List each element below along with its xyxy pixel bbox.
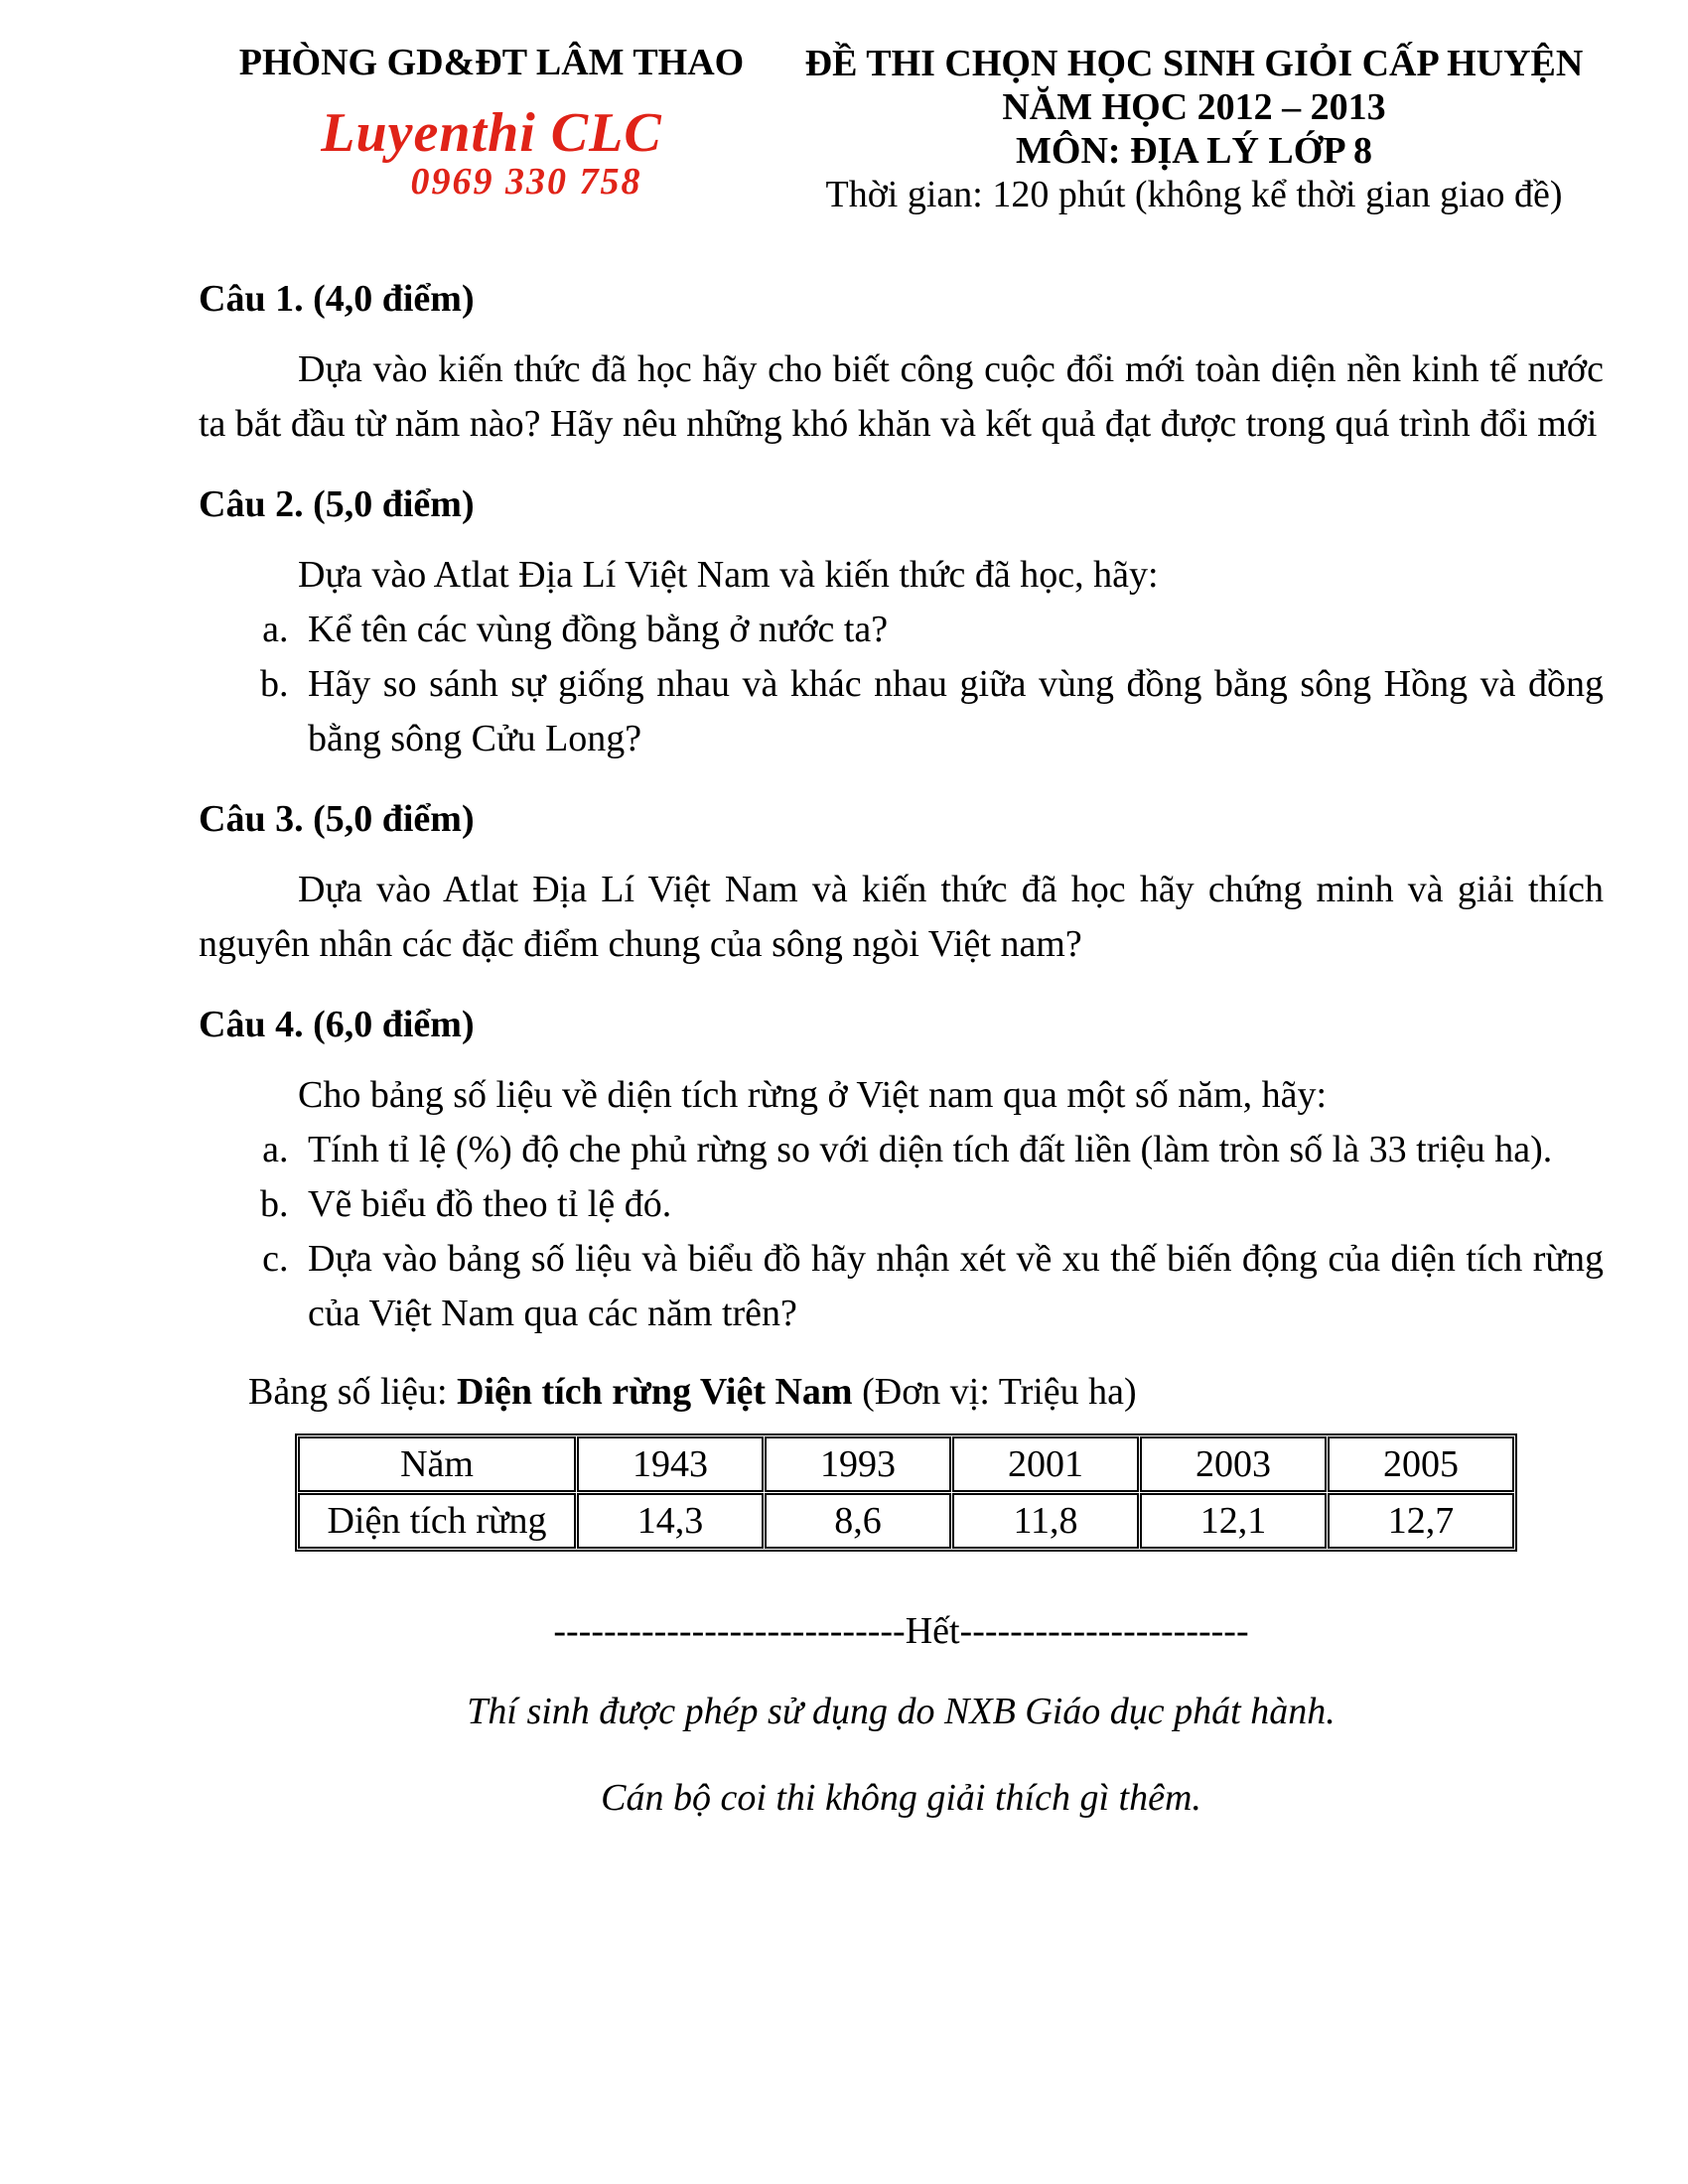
question-4-item-b: b. Vẽ biểu đồ theo tỉ lệ đó. [298, 1177, 1604, 1232]
table-cell: 12,7 [1328, 1493, 1514, 1549]
luyenthi-clc-logo [199, 101, 784, 203]
header [199, 42, 1604, 216]
table-cell: 14,3 [577, 1493, 764, 1549]
question-2-intro: Dựa vào Atlat Địa Lí Việt Nam và kiến thức đã học, hãy: [298, 554, 1159, 597]
school-year-line: NĂM HỌC 2012 – 2013 [1002, 86, 1386, 129]
question-1-text: Dựa vào kiến thức đã học hãy cho biết công cuộc đổi mới toàn diện nền kinh tế nước ta bắt đầu từ năm nào? Hãy nêu những khó khăn và kết quả đạt được trong quá trình đổi mới [199, 348, 1604, 446]
end-divider: ----------------------------Hết----------------------- [553, 1610, 1249, 1653]
exam-title: ĐỀ THI CHỌN HỌC SINH GIỎI CẤP HUYỆN [804, 43, 1584, 84]
header-right-column [784, 42, 1604, 216]
question-4-block [199, 998, 1604, 1341]
header-left-column [199, 42, 784, 201]
duration-line: Thời gian: 120 phút (không kể thời gian giao đề) [825, 174, 1563, 216]
question-3-block [199, 792, 1604, 972]
question-4-heading: Câu 4. (6,0 điểm) [199, 1004, 475, 1046]
question-4-item-c: c. Dựa vào bảng số liệu và biểu đồ hãy nhận xét về xu thế biến động của diện tích rừng của Việt Nam qua các năm trên? [298, 1232, 1604, 1341]
question-2-item-b: b. Hãy so sánh sự giống nhau và khác nhau giữa vùng đồng bằng sông Hồng và đồng bằng sông Cửu Long? [298, 657, 1604, 766]
table-data-row [298, 1493, 1514, 1549]
table-caption [248, 1365, 1604, 1420]
question-2-item-a: a. Kể tên các vùng đồng bằng ở nước ta? [298, 603, 1604, 657]
table-caption-prefix: Bảng số liệu: [248, 1371, 458, 1414]
question-3-heading: Câu 3. (5,0 điểm) [199, 798, 475, 841]
logo-phone-number: 0969 330 758 [410, 160, 642, 203]
table-header-row [298, 1436, 1514, 1492]
table-cell: 11,8 [952, 1493, 1139, 1549]
table-header-cell: 2005 [1328, 1436, 1514, 1492]
logo-text: Luyenthi CLC [321, 101, 662, 164]
question-2-block [199, 478, 1604, 766]
table-header-cell: 2001 [952, 1436, 1139, 1492]
question-1-block [199, 272, 1604, 452]
footer-note-proctor: Cán bộ coi thi không giải thích gì thêm. [601, 1777, 1201, 1820]
department-name: PHÒNG GD&ĐT LÂM THAO [238, 42, 745, 83]
question-4-intro: Cho bảng số liệu về diện tích rừng ở Việt nam qua một số năm, hãy: [298, 1074, 1328, 1117]
question-4-item-a: a. Tính tỉ lệ (%) độ che phủ rừng so với diện tích đất liền (làm tròn số là 33 triệu ha). [298, 1123, 1604, 1177]
question-2-heading: Câu 2. (5,0 điểm) [199, 483, 475, 526]
forest-area-table [295, 1433, 1517, 1552]
table-caption-unit: (Đơn vị: Triệu ha) [852, 1371, 1137, 1414]
table-header-cell: 2003 [1140, 1436, 1327, 1492]
question-2-list [199, 603, 1604, 766]
question-4-list [199, 1123, 1604, 1341]
table-caption-title: Diện tích rừng Việt Nam [457, 1371, 853, 1414]
table-header-cell: 1943 [577, 1436, 764, 1492]
question-1-heading: Câu 1. (4,0 điểm) [199, 278, 475, 321]
table-header-cell: 1993 [765, 1436, 951, 1492]
table-cell: 12,1 [1140, 1493, 1327, 1549]
table-header-cell: Năm [298, 1436, 576, 1492]
table-cell: 8,6 [765, 1493, 951, 1549]
question-3-text: Dựa vào Atlat Địa Lí Việt Nam và kiến thức đã học hãy chứng minh và giải thích nguyên nhân các đặc điểm chung của sông ngòi Việt nam? [199, 869, 1604, 966]
footer-note-atlas: Thí sinh được phép sử dụng do NXB Giáo dục phát hành. [467, 1691, 1336, 1733]
subject-line: MÔN: ĐỊA LÝ LỚP 8 [1016, 130, 1372, 173]
table-cell: Diện tích rừng [298, 1493, 576, 1549]
